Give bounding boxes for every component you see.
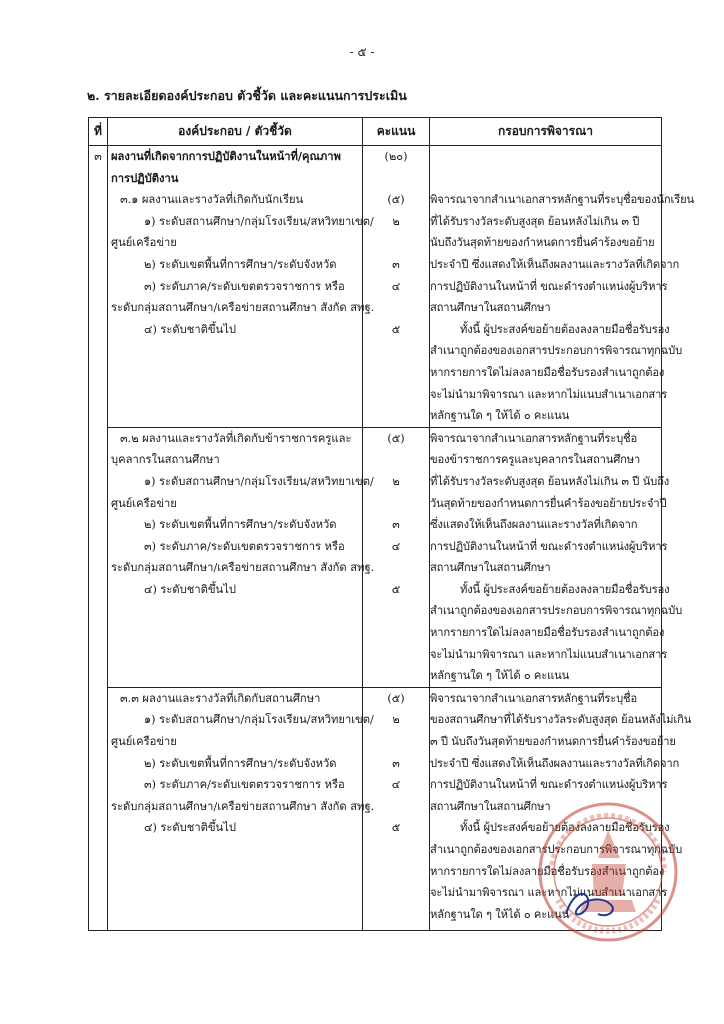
item-score: ๔ — [391, 778, 401, 792]
table-row — [89, 687, 662, 930]
consideration-line: สำเนาถูกต้องของเอกสารประกอบการพิจารณาทุกฉบับ — [430, 843, 683, 856]
consideration-line: สถานศึกษาในสถานศึกษา — [430, 561, 551, 575]
consideration-line: ประจำปี ซึ่งแสดงให้เห็นถึงผลงานและรางวัลที่เกิดจาก — [430, 257, 680, 271]
consideration-cell — [430, 146, 694, 428]
section-score: (๕) — [387, 691, 405, 705]
criteria-table — [88, 117, 694, 931]
item-score: ๔ — [391, 539, 401, 553]
page-number: - ๕ - — [349, 45, 375, 59]
consideration-cell — [430, 427, 683, 687]
consideration-line: ทั้งนี้ ผู้ประสงค์ขอย้ายต้องลงลายมือชื่อรับรอง — [460, 322, 670, 336]
table-row — [89, 427, 662, 687]
consideration-line: หากรายการใดไม่ลงลายมือชื่อรับรองสำเนาถูกต้อง — [430, 864, 665, 878]
item-label-cont: ระดับกลุ่มสถานศึกษา/เครือข่ายสถานศึกษา สังกัด สพฐ. — [111, 799, 375, 813]
header-no: ที่ — [89, 118, 108, 146]
item-score: ๔ — [391, 279, 401, 293]
item-label: ๒) ระดับเขตพื้นที่การศึกษา/ระดับจังหวัด — [144, 518, 337, 532]
section-score: (๕) — [387, 431, 405, 445]
item-score: ๓ — [392, 257, 400, 271]
item-label: ๑) ระดับสถานศึกษา/กลุ่มโรงเรียน/สหวิทยาเขต/ — [144, 214, 374, 228]
element-cell — [108, 427, 375, 687]
header-consideration: กรอบการพิจารณา — [430, 118, 662, 146]
section-title: ๓.๑ ผลงานและรางวัลที่เกิดกับนักเรียน — [120, 193, 304, 207]
element-cell — [108, 687, 375, 930]
item-label-cont: ระดับกลุ่มสถานศึกษา/เครือข่ายสถานศึกษา สังกัด สพฐ. — [111, 561, 375, 575]
consideration-line: จะไม่นำมาพิจารณา และหากไม่แนบสำเนาเอกสาร — [430, 647, 668, 661]
consideration-line: พิจารณาจากสำเนาเอกสารหลักฐานที่ระบุชื่อ — [430, 431, 638, 445]
item-label: ๑) ระดับสถานศึกษา/กลุ่มโรงเรียน/สหวิทยาเขต/ — [144, 474, 374, 488]
section-title: ๓.๒ ผลงานและรางวัลที่เกิดกับข้าราชการครูและ — [120, 431, 352, 445]
item-score: ๕ — [391, 582, 401, 596]
section-title: ๓.๓ ผลงานและรางวัลที่เกิดกับสถานศึกษา — [120, 691, 321, 705]
item-label: ๔) ระดับชาติขึ้นไป — [144, 582, 236, 596]
consideration-line: หลักฐานใด ๆ ให้ได้ ๐ คะแนน — [430, 669, 570, 683]
consideration-line: พิจารณาจากสำเนาเอกสารหลักฐานที่ระบุชื่อของนักเรียน — [430, 193, 694, 207]
consideration-line: การปฏิบัติงานในหน้าที่ ขณะดำรงตำแหน่งผู้บริหาร — [430, 539, 668, 553]
item-label: ๔) ระดับชาติขึ้นไป — [144, 322, 236, 336]
consideration-line: วันสุดท้ายของกำหนดการยื่นคำร้องขอย้ายประจำปี — [430, 496, 667, 510]
consideration-line: จะไม่นำมาพิจารณา และหากไม่แนบสำเนาเอกสาร — [430, 886, 668, 900]
consideration-line: หากรายการใดไม่ลงลายมือชื่อรับรองสำเนาถูกต้อง — [430, 365, 665, 379]
item-score: ๕ — [391, 322, 401, 336]
group-title: ผลงานที่เกิดจากการปฏิบัติงานในหน้าที่/คุณภาพ — [111, 149, 341, 163]
group-number-cell — [89, 146, 108, 931]
item-label: ๔) ระดับชาติขึ้นไป — [144, 821, 236, 835]
consideration-line: ของข้าราชการครูและบุคลากรในสถานศึกษา — [430, 453, 641, 467]
score-cell — [363, 427, 430, 687]
consideration-line: สถานศึกษาในสถานศึกษา — [430, 301, 551, 315]
item-score: ๒ — [392, 713, 400, 727]
consideration-line: นับถึงวันสุดท้ายของกำหนดการยื่นคำร้องขอย้าย — [430, 236, 655, 250]
table-header-row — [89, 118, 662, 146]
score-cell — [363, 146, 430, 428]
item-label: ๓) ระดับภาค/ระดับเขตตรวจราชการ หรือ — [144, 539, 345, 553]
consideration-line: ทั้งนี้ ผู้ประสงค์ขอย้ายต้องลงลายมือชื่อรับรอง — [460, 582, 670, 596]
consideration-line: หลักฐานใด ๆ ให้ได้ ๐ คะแนน — [430, 907, 570, 921]
item-label-cont: ศูนย์เครือข่าย — [111, 496, 177, 510]
consideration-cell — [430, 687, 692, 930]
item-label-cont: ศูนย์เครือข่าย — [111, 735, 177, 749]
consideration-line: ที่ได้รับรางวัลระดับสูงสุด ย้อนหลังไม่เกิน ๓ ปี — [430, 214, 640, 228]
consideration-line: การปฏิบัติงานในหน้าที่ ขณะดำรงตำแหน่งผู้บริหาร — [430, 279, 668, 293]
item-label: ๑) ระดับสถานศึกษา/กลุ่มโรงเรียน/สหวิทยาเขต/ — [144, 713, 374, 727]
element-cell — [108, 146, 375, 428]
consideration-line: จะไม่นำมาพิจารณา และหากไม่แนบสำเนาเอกสาร — [430, 387, 668, 401]
consideration-line: สำเนาถูกต้องของเอกสารประกอบการพิจารณาทุกฉบับ — [430, 604, 683, 618]
item-label: ๒) ระดับเขตพื้นที่การศึกษา/ระดับจังหวัด — [144, 257, 337, 271]
consideration-line: หากรายการใดไม่ลงลายมือชื่อรับรองสำเนาถูกต้อง — [430, 626, 665, 640]
item-score: ๕ — [391, 821, 401, 835]
consideration-line: การปฏิบัติงานในหน้าที่ ขณะดำรงตำแหน่งผู้บริหาร — [430, 778, 668, 792]
section-title-cont: บุคลากรในสถานศึกษา — [111, 453, 220, 467]
consideration-line: ทั้งนี้ ผู้ประสงค์ขอย้ายต้องลงลายมือชื่อรับรอง — [460, 821, 670, 835]
consideration-line: ที่ได้รับรางวัลระดับสูงสุด ย้อนหลังไม่เกิน ๓ ปี นับถึง — [430, 474, 670, 488]
consideration-line: สถานศึกษาในสถานศึกษา — [430, 799, 551, 813]
group-score: (๒๐) — [384, 150, 408, 163]
item-score: ๓ — [392, 518, 400, 532]
consideration-line: ๓ ปี นับถึงวันสุดท้ายของกำหนดการยื่นคำร้องขอย้าย — [430, 735, 676, 749]
header-score: คะแนน — [363, 118, 430, 146]
group-title-cont: การปฏิบัติงาน — [111, 170, 179, 185]
item-score: ๓ — [392, 756, 400, 770]
group-number: ๓ — [94, 150, 102, 163]
consideration-line: สำเนาถูกต้องของเอกสารประกอบการพิจารณาทุกฉบับ — [430, 344, 683, 358]
item-score: ๒ — [392, 214, 400, 228]
section-score: (๕) — [387, 193, 405, 207]
section-heading: ๒. รายละเอียดองค์ประกอบ ตัวชี้วัด และคะแนนการประเมิน — [87, 88, 407, 103]
header-element: องค์ประกอบ / ตัวชี้วัด — [108, 118, 363, 146]
item-label-cont: ระดับกลุ่มสถานศึกษา/เครือข่ายสถานศึกษา สังกัด สพฐ. — [111, 301, 375, 315]
consideration-line: ซึ่งแสดงให้เห็นถึงผลงานและรางวัลที่เกิดจาก — [430, 518, 638, 532]
table-row — [89, 146, 662, 428]
item-label: ๒) ระดับเขตพื้นที่การศึกษา/ระดับจังหวัด — [144, 756, 337, 770]
item-label: ๓) ระดับภาค/ระดับเขตตรวจราชการ หรือ — [144, 778, 345, 792]
consideration-line: หลักฐานใด ๆ ให้ได้ ๐ คะแนน — [430, 409, 570, 423]
item-label-cont: ศูนย์เครือข่าย — [111, 236, 177, 250]
item-score: ๒ — [392, 474, 400, 488]
consideration-line: ประจำปี ซึ่งแสดงให้เห็นถึงผลงานและรางวัลที่เกิดจาก — [430, 756, 680, 770]
item-label: ๓) ระดับภาค/ระดับเขตตรวจราชการ หรือ — [144, 279, 345, 293]
consideration-line: ของสถานศึกษาที่ได้รับรางวัลระดับสูงสุด ย้อนหลังไม่เกิน — [430, 713, 692, 727]
consideration-line: พิจารณาจากสำเนาเอกสารหลักฐานที่ระบุชื่อ — [430, 691, 638, 705]
